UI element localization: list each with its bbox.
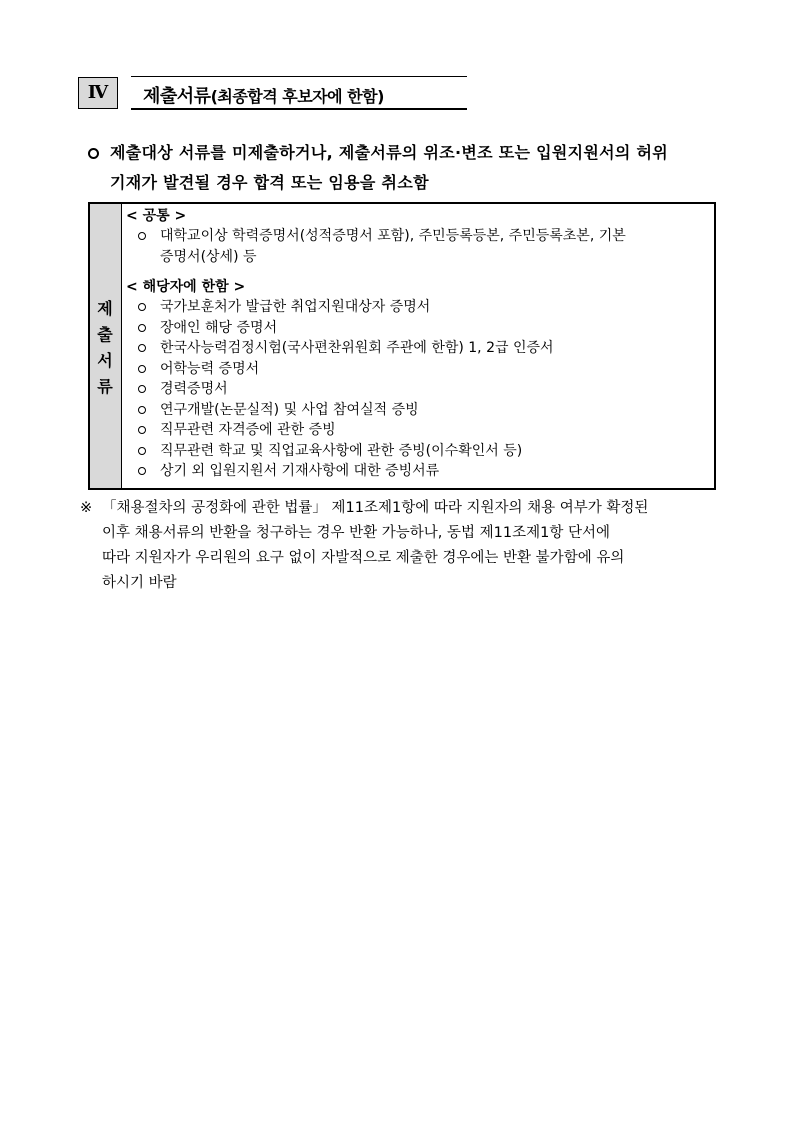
- list-item: [126, 226, 710, 247]
- side-label-char: 제: [97, 299, 113, 318]
- list-item: [126, 420, 710, 441]
- side-label-char: 출: [97, 325, 113, 344]
- section-number-badge: Ⅳ: [78, 77, 118, 109]
- list-item-text: 장애인 해당 증명서: [160, 319, 278, 336]
- list-item: [126, 338, 710, 359]
- intro-line: [88, 140, 718, 170]
- group-title-common: < 공통 >: [126, 208, 187, 224]
- section-title-sub: (최종합격 후보자에 한함): [210, 87, 384, 106]
- list-item-text: 한국사능력검정시험(국사편찬위원회 주관에 한함) 1, 2급 인증서: [160, 340, 554, 356]
- documents-table: [88, 202, 716, 490]
- section-title-box: [131, 76, 467, 110]
- note-text: 이후 채용서류의 반환을 청구하는 경우 반환 가능하나, 동법 제11조제1항 단서에: [102, 525, 610, 541]
- list-item-text: 경력증명서: [160, 381, 228, 397]
- list-item-text: 증명서(상세) 등: [160, 248, 257, 265]
- list-item: [126, 359, 710, 380]
- bullet-circle-icon: [138, 303, 146, 311]
- note-text: 하시기 바람: [102, 575, 177, 591]
- bullet-circle-icon: [138, 467, 146, 475]
- note-text: 「채용절차의 공정화에 관한 법률」 제11조제1항에 따라 지원자의 채용 여부가 확정된: [102, 500, 649, 516]
- list-item: [126, 441, 710, 462]
- documents-side-label: [90, 204, 122, 488]
- list-item-text: 직무관련 학교 및 직업교육사항에 관한 증빙(이수확인서 등): [160, 442, 523, 459]
- bullet-circle-icon: [138, 344, 146, 352]
- section-title: [143, 82, 384, 108]
- note-line: [80, 497, 720, 522]
- list-item-text: 어학능력 증명서: [160, 360, 260, 377]
- documents-content: [126, 206, 710, 482]
- list-item-text: 연구개발(논문실적) 및 사업 참여실적 증빙: [160, 401, 419, 418]
- group-spacer: [126, 267, 710, 277]
- list-item-continuation: [126, 247, 710, 268]
- bullet-circle-icon: [138, 232, 146, 240]
- bullet-circle-icon: [138, 426, 146, 434]
- section-title-main: 제출서류: [143, 86, 211, 107]
- bullet-circle-icon: [88, 148, 99, 159]
- bullet-circle-icon: [138, 324, 146, 332]
- list-item: [126, 297, 710, 318]
- bullet-circle-icon: [138, 447, 146, 455]
- bullet-circle-icon: [138, 385, 146, 393]
- intro-text: 제출대상 서류를 미제출하거나, 제출서류의 위조·변조 또는 입원지원서의 허위: [110, 143, 669, 162]
- list-item-text: 국가보훈처가 발급한 취업지원대상자 증명서: [160, 299, 431, 315]
- list-item: [126, 400, 710, 421]
- note-paragraph: [80, 497, 720, 597]
- note-line: [80, 547, 720, 572]
- list-item-text: 대학교이상 학력증명서(성적증명서 포함), 주민등록등본, 주민등록초본, 기본: [160, 228, 626, 244]
- section-header: [78, 76, 468, 110]
- note-text: 따라 지원자가 우리원의 요구 없이 자발적으로 제출한 경우에는 반환 불가함에 유의: [102, 550, 625, 566]
- bullet-circle-icon: [138, 365, 146, 373]
- list-item: [126, 379, 710, 400]
- intro-text: 기재가 발견될 경우 합격 또는 임용을 취소함: [110, 173, 429, 192]
- side-label-char: 류: [97, 377, 113, 396]
- note-line: [80, 522, 720, 547]
- group-title-applicable: < 해당자에 한함 >: [126, 279, 246, 295]
- note-line: [80, 572, 720, 597]
- list-item-text: 직무관련 자격증에 관한 증빙: [160, 422, 336, 438]
- bullet-circle-icon: [138, 406, 146, 414]
- list-item: [126, 318, 710, 339]
- list-item-text: 상기 외 입원지원서 기재사항에 대한 증빙서류: [160, 463, 440, 479]
- intro-paragraph: [88, 140, 718, 200]
- side-label-char: 서: [97, 351, 113, 370]
- intro-line: [88, 170, 718, 200]
- reference-mark-icon: ※: [80, 500, 93, 516]
- list-item: [126, 461, 710, 482]
